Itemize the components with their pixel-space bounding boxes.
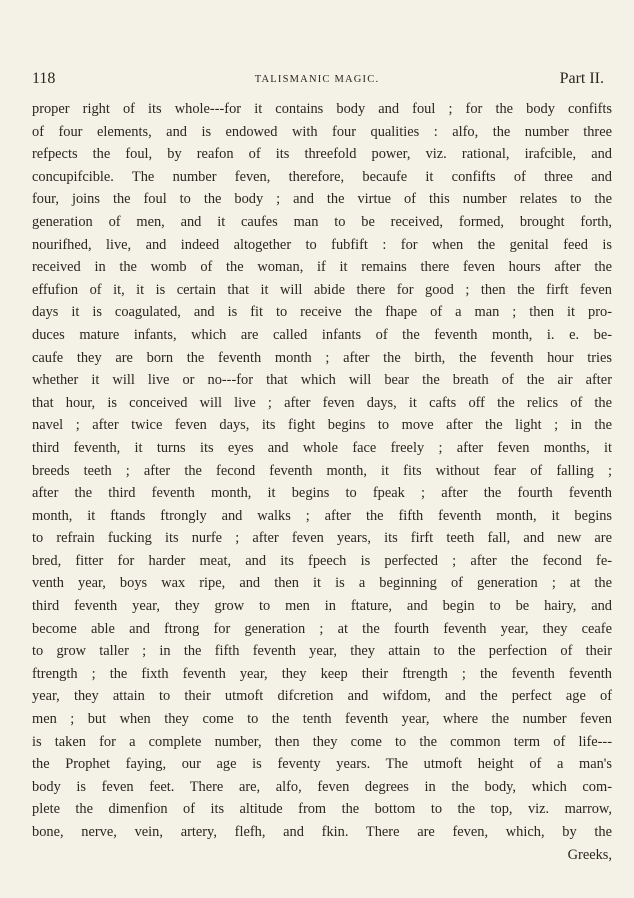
text-line: breeds teeth ; after the fecond feventh month, it fits without fear of falling ; xyxy=(32,462,612,479)
text-line: third feventh, it turns its eyes and whole face freely ; after feven months, it xyxy=(32,439,612,456)
text-line: venth year, boys wax ripe, and then it is a beginning of generation ; at the xyxy=(32,575,612,592)
text-line: to grow taller ; in the fifth feventh year, they attain to the perfection of their xyxy=(32,643,612,660)
running-title: TALISMANIC MAGIC. xyxy=(254,74,380,85)
text-line: caufe they are born the feventh month ; after the birth, the feventh hour tries xyxy=(32,349,612,366)
text-line: body is feven feet. There are, alfo, feven degrees in the body, which com- xyxy=(32,778,612,795)
text-line: whether it will live or no---for that which will bear the breath of the air after xyxy=(32,372,612,389)
text-line: proper right of its whole---for it contains body and foul ; for the body confifts xyxy=(32,101,612,117)
text-line: men ; but when they come to the tenth feventh year, where the number feven xyxy=(32,711,612,728)
text-line: navel ; after twice feven days, its fight begins to move after the light ; in the xyxy=(32,417,612,434)
part-label: Part II. xyxy=(559,70,604,87)
text-line: received in the womb of the woman, if it remains there feven hours after the xyxy=(32,259,612,276)
text-line: after the third feventh month, it begins to fpeak ; after the fourth feventh xyxy=(32,485,612,502)
text-line: four, joins the foul to the body ; and the virtue of this number relates to the xyxy=(32,191,612,208)
text-line: plete the dimenfion of its altitude from the bottom to the top, viz. marrow, xyxy=(32,801,612,818)
text-line: bred, fitter for harder meat, and its fpeech is perfected ; after the fecond fe- xyxy=(32,552,612,569)
text-line: effufion of it, it is certain that it will abide there for good ; then the firft feven xyxy=(32,281,612,298)
text-line: to refrain fucking its nurfe ; after feven years, its firft teeth fall, and new are xyxy=(32,530,612,547)
page-header xyxy=(30,70,604,92)
text-line: ftrength ; the fixth feventh year, they keep their ftrength ; the feventh feventh xyxy=(32,665,612,682)
text-line: of four elements, and is endowed with four qualities : alfo, the number three xyxy=(32,123,612,140)
text-line: duces mature infants, which are called infants of the feventh month, i. e. be- xyxy=(32,326,612,343)
page-number: 118 xyxy=(32,70,56,87)
text-line: year, they attain to their utmoft difcretion and wifdom, and the perfect age of xyxy=(32,688,612,705)
text-line: nourifhed, live, and indeed altogether to fubfift : for when the genital feed is xyxy=(32,236,612,253)
body-text xyxy=(32,98,612,866)
text-line: bone, nerve, vein, artery, flefh, and fkin. There are feven, which, by the xyxy=(32,824,612,840)
text-line: refpects the foul, by reafon of its threefold power, viz. rational, irafcible, and xyxy=(32,146,612,163)
text-line: days it is coagulated, and is fit to receive the fhape of a man ; then it pro- xyxy=(32,304,612,321)
text-line: the Prophet faying, our age is feventy years. The utmoft height of a man's xyxy=(32,756,612,773)
text-line: generation of men, and it caufes man to be received, formed, brought forth, xyxy=(32,213,612,230)
text-line: that hour, is conceived will live ; after feven days, it cafts off the relics of the xyxy=(32,394,612,411)
text-line: third feventh year, they grow to men in ftature, and begin to be hairy, and xyxy=(32,598,612,615)
text-line: concupifcible. The number feven, therefore, becaufe it confifts of three and xyxy=(32,168,612,185)
catchword: Greeks, xyxy=(567,846,612,863)
text-line: become able and ftrong for generation ; at the fourth feventh year, they ceafe xyxy=(32,620,612,637)
text-line: month, it ftands ftrongly and walks ; after the fifth feventh month, it begins xyxy=(32,507,612,524)
text-line: is taken for a complete number, then they come to the common term of life--- xyxy=(32,733,612,750)
